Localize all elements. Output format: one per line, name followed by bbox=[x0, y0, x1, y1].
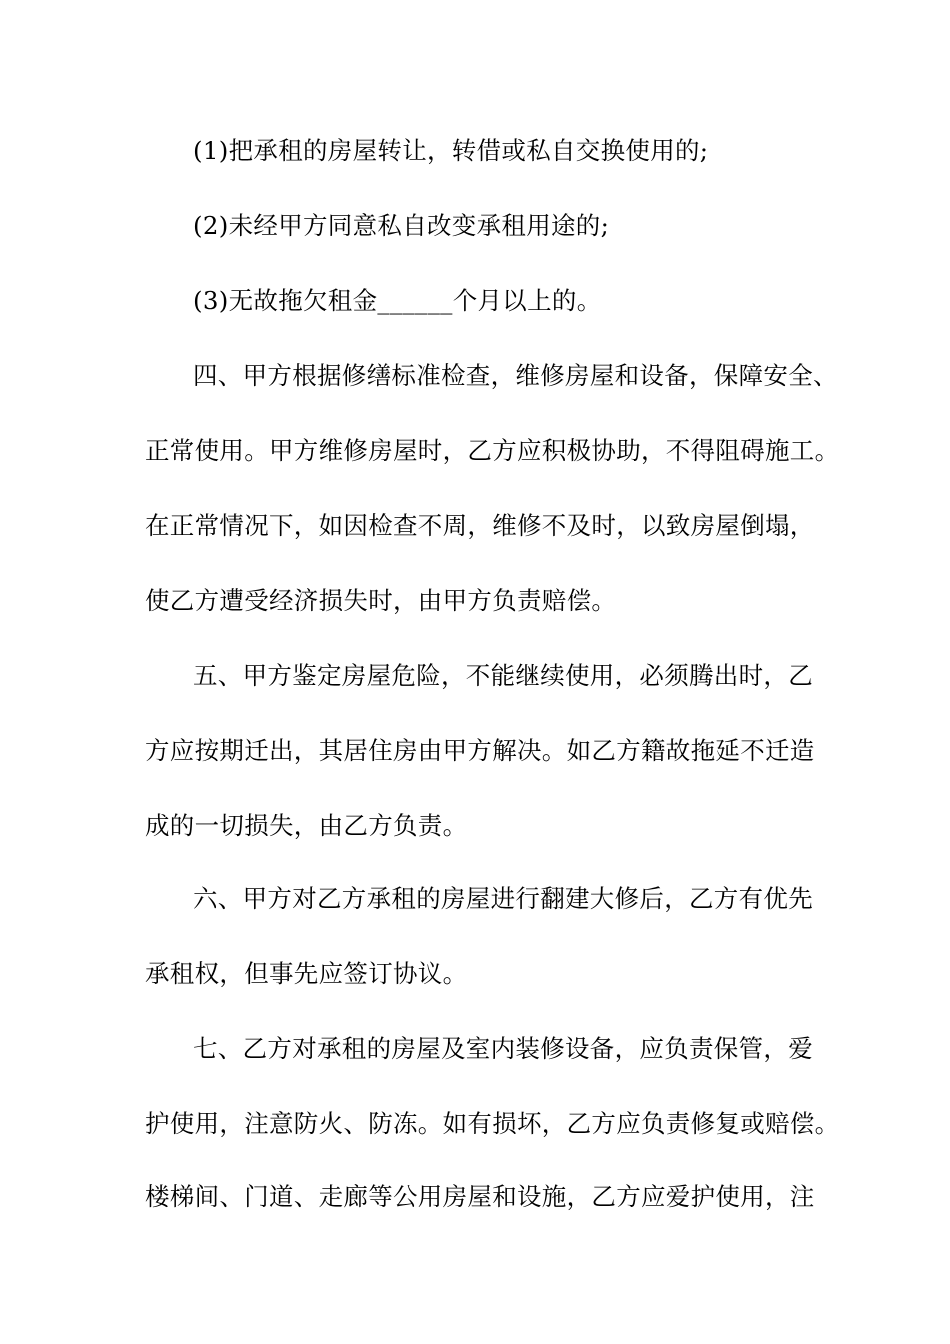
clause-item-3: (3)无故拖欠租金______个月以上的。 bbox=[193, 286, 602, 315]
clause-4-line-3: 在正常情况下，如因检查不周，维修不及时，以致房屋倒塌， bbox=[145, 511, 815, 540]
clause-5-line-2: 方应按期迁出，其居住房由甲方解决。如乙方籍故拖延不迁造 bbox=[145, 736, 815, 765]
clause-item-1: (1)把承租的房屋转让，转借或私自交换使用的; bbox=[193, 136, 709, 165]
clause-5-line-1: 五、甲方鉴定房屋危险，不能继续使用，必须腾出时，乙 bbox=[193, 661, 813, 690]
clause-6-line-2: 承租权，但事先应签订协议。 bbox=[145, 959, 468, 988]
clause-7-line-1: 七、乙方对承租的房屋及室内装修设备，应负责保管，爱 bbox=[193, 1034, 813, 1063]
clause-4-line-4: 使乙方遭受经济损失时，由甲方负责赔偿。 bbox=[145, 586, 617, 615]
clause-4-line-1: 四、甲方根据修缮标准检查，维修房屋和设备，保障安全、 bbox=[193, 361, 838, 390]
clause-7-line-2: 护使用，注意防火、防冻。如有损坏，乙方应负责修复或赔偿。 bbox=[145, 1109, 840, 1138]
clause-5-line-3: 成的一切损失，由乙方负责。 bbox=[145, 811, 468, 840]
clause-4-line-2: 正常使用。甲方维修房屋时，乙方应积极协助，不得阻碍施工。 bbox=[145, 436, 840, 465]
clause-7-line-3: 楼梯间、门道、走廊等公用房屋和设施，乙方应爱护使用，注 bbox=[145, 1182, 815, 1211]
clause-item-2: (2)未经甲方同意私自改变承租用途的; bbox=[193, 211, 610, 240]
clause-6-line-1: 六、甲方对乙方承租的房屋进行翻建大修后，乙方有优先 bbox=[193, 884, 813, 913]
